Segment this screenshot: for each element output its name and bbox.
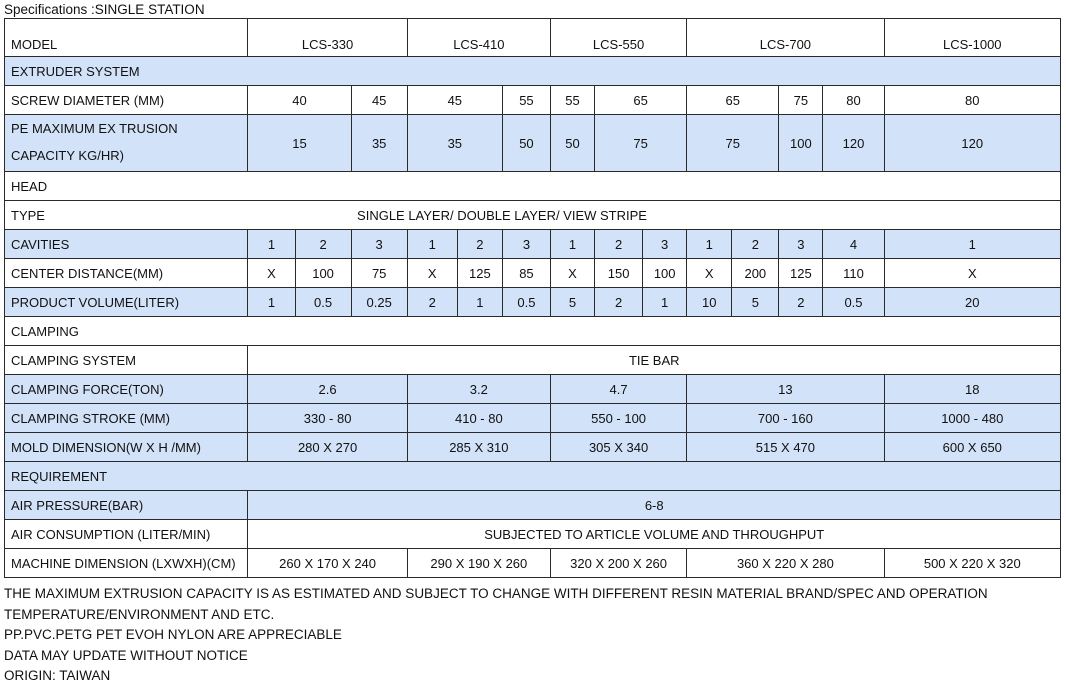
table-cell: 2 [779,288,823,317]
table-cell: 1 [248,230,295,259]
row-label-line: CAPACITY KG/HR) [11,148,124,163]
table-cell: 75 [687,115,779,172]
section-requirement [5,462,1061,491]
table-cell: 290 X 190 X 260 [407,549,550,578]
row-type [5,201,1061,230]
row-label: AIR PRESSURE(BAR) [5,491,248,520]
table-cell: 600 X 650 [884,433,1060,462]
section-label: CLAMPING [5,317,1061,346]
row-center-distance [5,259,1061,288]
table-cell: 2.6 [248,375,407,404]
table-cell: 80 [884,86,1060,115]
table-cell: 55 [502,86,550,115]
note-line: ORIGIN: TAIWAN [4,668,111,683]
table-cell: 700 - 160 [687,404,884,433]
table-cell: X [884,259,1060,288]
section-label: HEAD [5,172,1061,201]
table-cell: 4.7 [550,375,686,404]
table-cell: 3 [351,230,407,259]
table-cell: 0.5 [295,288,351,317]
table-cell: 0.5 [823,288,884,317]
table-cell: 320 X 200 X 260 [550,549,686,578]
table-cell: 1 [643,288,687,317]
type-value: SINGLE LAYER/ DOUBLE LAYER/ VIEW STRIPE [357,207,647,223]
row-label: MACHINE DIMENSION (LXWXH)(CM) [5,549,248,578]
section-extruder [5,57,1061,86]
row-cavities [5,230,1061,259]
table-cell: 65 [595,86,687,115]
row-air-pressure [5,491,1061,520]
section-label: EXTRUDER SYSTEM [5,57,1061,86]
table-cell: 125 [779,259,823,288]
table-cell: 100 [295,259,351,288]
section-clamping [5,317,1061,346]
row-screw-diameter [5,86,1061,115]
table-cell: 5 [550,288,594,317]
table-cell: 50 [502,115,550,172]
table-cell: 200 [732,259,779,288]
table-cell: 120 [823,115,884,172]
table-cell: 1 [407,230,457,259]
table-cell: 65 [687,86,779,115]
table-cell: 15 [248,115,351,172]
table-cell: SUBJECTED TO ARTICLE VOLUME AND THROUGHPUT [248,520,1061,549]
table-cell: 110 [823,259,884,288]
table-cell: 75 [779,86,823,115]
table-cell: 35 [351,115,407,172]
row-label: TYPE [11,207,45,223]
table-cell: TIE BAR [248,346,1061,375]
table-cell: 100 [779,115,823,172]
table-cell: 330 - 80 [248,404,407,433]
table-cell: 13 [687,375,884,404]
row-mold-dimension [5,433,1061,462]
table-cell: 0.5 [502,288,550,317]
row-machine-dimension [5,549,1061,578]
table-cell: 3.2 [407,375,550,404]
table-cell: 2 [732,230,779,259]
spec-table [4,18,1061,578]
row-label: PRODUCT VOLUME(LITER) [5,288,248,317]
table-cell: 100 [643,259,687,288]
table-cell: 3 [643,230,687,259]
table-cell: 1 [457,288,502,317]
table-cell: 2 [295,230,351,259]
table-cell: 50 [550,115,594,172]
table-cell: 500 X 220 X 320 [884,549,1060,578]
table-cell: 80 [823,86,884,115]
table-cell: 85 [502,259,550,288]
table-cell: 75 [595,115,687,172]
table-cell: 75 [351,259,407,288]
table-cell: 360 X 220 X 280 [687,549,884,578]
model-header: LCS-1000 [884,19,1060,57]
table-cell: 6-8 [248,491,1061,520]
table-cell: 0.25 [351,288,407,317]
note-line: PP.PVC.PETG PET EVOH NYLON ARE APPRECIABLE [4,627,342,642]
model-header: LCS-330 [248,19,407,57]
notes [4,584,1054,687]
table-cell: 5 [732,288,779,317]
table-cell: 120 [884,115,1060,172]
table-cell: 2 [595,230,643,259]
table-cell: 1 [248,288,295,317]
table-cell: 18 [884,375,1060,404]
model-header: LCS-410 [407,19,550,57]
table-cell: 285 X 310 [407,433,550,462]
table-cell: 1 [550,230,594,259]
row-label: MOLD DIMENSION(W X H /MM) [5,433,248,462]
page-title: Specifications :SINGLE STATION [4,2,205,17]
row-clamping-force [5,375,1061,404]
row-clamping-system [5,346,1061,375]
note-line: DATA MAY UPDATE WITHOUT NOTICE [4,647,248,663]
table-cell: 125 [457,259,502,288]
row-label-model: MODEL [5,19,248,57]
table-cell: X [550,259,594,288]
row-label: CAVITIES [5,230,248,259]
table-cell: X [407,259,457,288]
section-label: REQUIREMENT [5,462,1061,491]
table-cell: 1 [884,230,1060,259]
row-label: AIR CONSUMPTION (LITER/MIN) [5,520,248,549]
row-product-volume [5,288,1061,317]
note-line: THE MAXIMUM EXTRUSION CAPACITY IS AS ESTIMATED AND SUBJECT TO CHANGE WITH DIFFERENT RESIN MATERIAL BRAND/SPEC AND OPERATION [4,586,988,601]
row-label: CLAMPING FORCE(TON) [5,375,248,404]
row-label: SCREW DIAMETER (MM) [5,86,248,115]
table-cell: 2 [595,288,643,317]
row-label: CLAMPING SYSTEM [5,346,248,375]
table-cell: 410 - 80 [407,404,550,433]
table-cell: 40 [248,86,351,115]
section-head [5,172,1061,201]
table-cell: X [687,259,732,288]
table-cell: 260 X 170 X 240 [248,549,407,578]
row-label-line: PE MAXIMUM EX TRUSION [11,121,178,136]
table-cell: 550 - 100 [550,404,686,433]
table-cell: 20 [884,288,1060,317]
note-line: TEMPERATURE/ENVIRONMENT AND ETC. [4,606,275,622]
table-cell: 45 [407,86,502,115]
row-model [5,19,1061,57]
row-air-consumption [5,520,1061,549]
table-cell: 55 [550,86,594,115]
table-cell: 150 [595,259,643,288]
table-cell: 1 [687,230,732,259]
table-cell: 4 [823,230,884,259]
row-clamping-stroke [5,404,1061,433]
table-cell: 45 [351,86,407,115]
table-cell: X [248,259,295,288]
table-cell: 280 X 270 [248,433,407,462]
table-cell: 2 [457,230,502,259]
table-cell: 10 [687,288,732,317]
table-cell: 305 X 340 [550,433,686,462]
row-pe-capacity [5,115,1061,172]
row-label: CLAMPING STROKE (MM) [5,404,248,433]
type-cell [5,201,1061,230]
table-cell: 2 [407,288,457,317]
model-header: LCS-700 [687,19,884,57]
table-cell: 1000 - 480 [884,404,1060,433]
table-cell: 515 X 470 [687,433,884,462]
table-cell: 35 [407,115,502,172]
table-cell: 3 [502,230,550,259]
model-header: LCS-550 [550,19,686,57]
row-label: CENTER DISTANCE(MM) [5,259,248,288]
table-cell: 3 [779,230,823,259]
row-label [5,115,248,172]
